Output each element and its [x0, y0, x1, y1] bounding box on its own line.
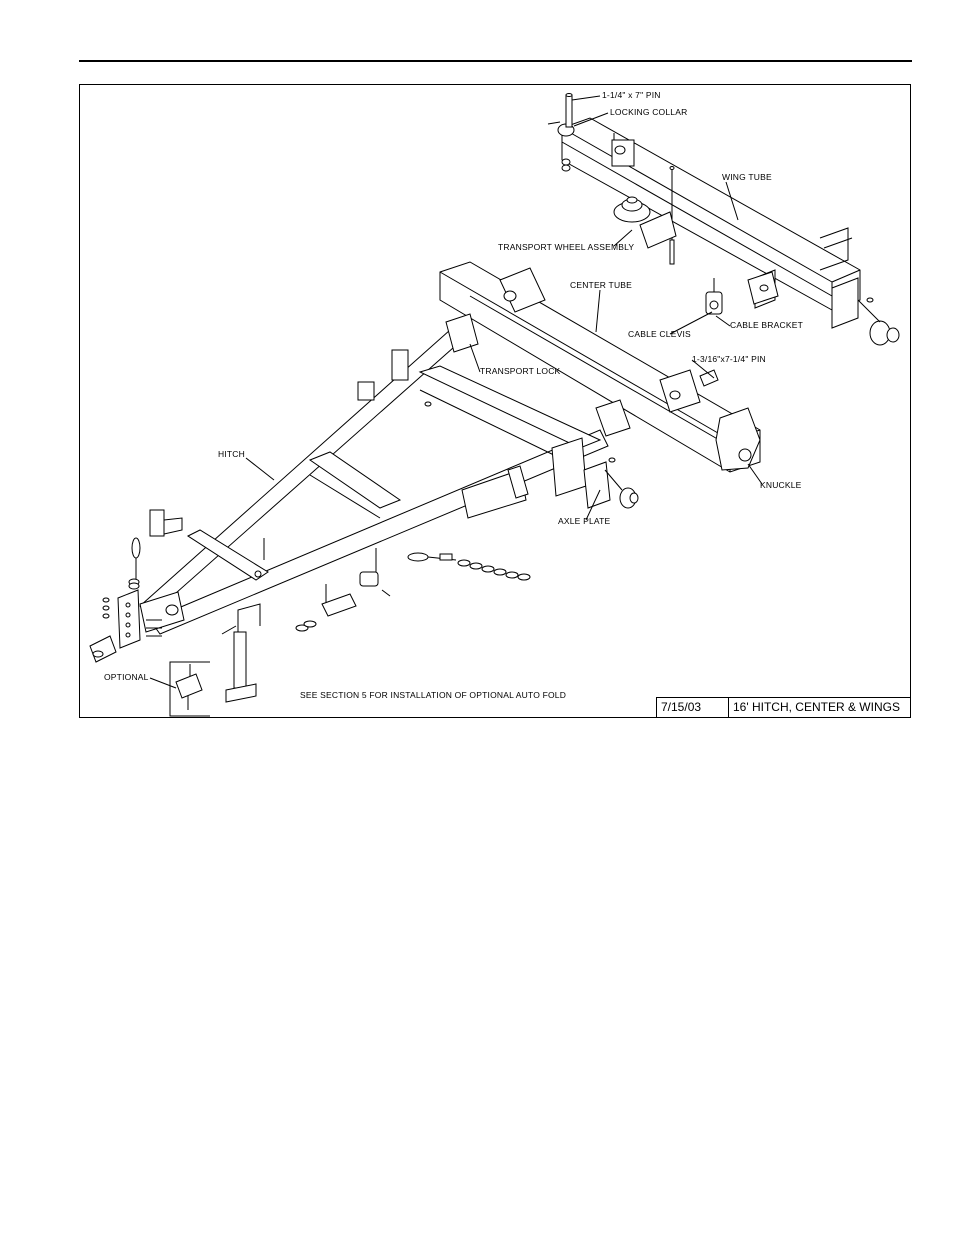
label-cable-clevis: CABLE CLEVIS	[628, 329, 691, 339]
label-locking-collar: LOCKING COLLAR	[610, 107, 688, 117]
label-hitch: HITCH	[218, 449, 245, 459]
label-pin-small: 1-3/16"x7-1/4" PIN	[692, 354, 766, 364]
label-cable-bracket: CABLE BRACKET	[730, 320, 803, 330]
pin-small	[700, 370, 718, 386]
installation-note: SEE SECTION 5 FOR INSTALLATION OF OPTIONAL AUTO FOLD	[300, 690, 567, 700]
label-transport-lock: TRANSPORT LOCK	[480, 366, 561, 376]
optional-inset	[170, 662, 210, 716]
label-pin-large: 1-1/4" x 7" PIN	[602, 90, 661, 100]
wing-tube	[548, 94, 899, 346]
label-wing-tube: WING TUBE	[722, 172, 772, 182]
title-block-title: 16' HITCH, CENTER & WINGS	[728, 697, 911, 717]
jack-stand	[222, 604, 260, 702]
label-center-tube: CENTER TUBE	[570, 280, 633, 290]
cable-clevis	[706, 278, 722, 314]
title-block-date: 7/15/03	[656, 697, 728, 717]
safety-chain	[408, 553, 530, 580]
label-axle-plate: AXLE PLATE	[558, 516, 611, 526]
label-knuckle: KNUCKLE	[760, 480, 802, 490]
label-transport-wheel-assembly: TRANSPORT WHEEL ASSEMBLY	[498, 242, 635, 252]
label-optional: OPTIONAL	[104, 672, 149, 682]
